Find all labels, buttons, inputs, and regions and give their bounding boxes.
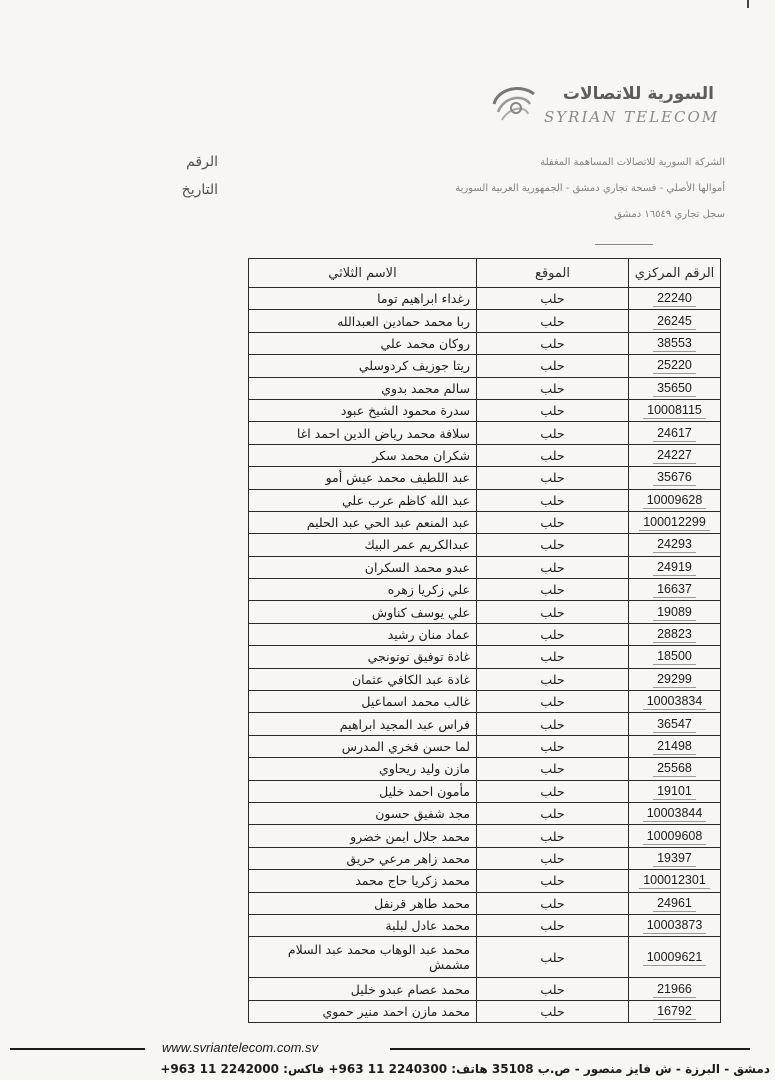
central-number: 10009621 xyxy=(643,949,707,966)
location-cell: حلب xyxy=(477,780,629,802)
location-cell: حلب xyxy=(477,579,629,601)
full-name-cell: محمد عبد الوهاب محمد عبد السلام مشمش xyxy=(249,937,477,978)
central-number: 19089 xyxy=(653,604,696,621)
table-row xyxy=(249,735,721,757)
location-cell: حلب xyxy=(477,646,629,668)
central-number: 100012301 xyxy=(639,872,710,889)
central-number-cell xyxy=(629,978,721,1000)
footer-rule-right xyxy=(390,1048,750,1050)
location-cell: حلب xyxy=(477,668,629,690)
central-number-cell xyxy=(629,556,721,578)
central-number-cell xyxy=(629,623,721,645)
location-cell: حلب xyxy=(477,355,629,377)
full-name-cell: عبدو محمد السكران xyxy=(249,556,477,578)
table-row xyxy=(249,511,721,533)
location-cell: حلب xyxy=(477,332,629,354)
table-row xyxy=(249,937,721,978)
full-name-cell: علي زكريا زهره xyxy=(249,579,477,601)
central-number: 10009608 xyxy=(643,828,707,845)
location-cell: حلب xyxy=(477,802,629,824)
central-number-cell xyxy=(629,735,721,757)
full-name-cell: محمد زاهر مرعي حريق xyxy=(249,847,477,869)
location-cell: حلب xyxy=(477,467,629,489)
full-name-cell: عماد منان رشيد xyxy=(249,623,477,645)
central-number: 24961 xyxy=(653,895,696,912)
location-cell: حلب xyxy=(477,444,629,466)
full-name-cell: رغداء ابراهيم توما xyxy=(249,288,477,310)
central-number-cell xyxy=(629,1000,721,1022)
central-number: 24227 xyxy=(653,447,696,464)
employee-table xyxy=(248,258,721,1023)
full-name-cell: عبدالكريم عمر البيك xyxy=(249,534,477,556)
table-row xyxy=(249,422,721,444)
central-number: 16792 xyxy=(653,1003,696,1020)
location-cell: حلب xyxy=(477,825,629,847)
table-row xyxy=(249,489,721,511)
footer-rule-left xyxy=(10,1048,145,1050)
central-number-cell xyxy=(629,422,721,444)
table-row xyxy=(249,780,721,802)
full-name-cell: سلافة محمد رياض الدين احمد اغا xyxy=(249,422,477,444)
central-number: 19101 xyxy=(653,783,696,800)
full-name-cell: غادة عبد الكافي عثمان xyxy=(249,668,477,690)
table-row xyxy=(249,646,721,668)
central-number-cell xyxy=(629,355,721,377)
location-cell: حلب xyxy=(477,288,629,310)
header-central-number: الرقم المركزي xyxy=(629,259,721,288)
page-corner-mark xyxy=(747,0,749,8)
central-number: 25220 xyxy=(653,357,696,374)
table-header-row xyxy=(249,259,721,288)
central-number: 38553 xyxy=(653,335,696,352)
location-cell: حلب xyxy=(477,937,629,978)
central-number: 29299 xyxy=(653,671,696,688)
central-number: 18500 xyxy=(653,648,696,665)
full-name-cell: لما حسن فخري المدرس xyxy=(249,735,477,757)
location-cell: حلب xyxy=(477,735,629,757)
central-number-cell xyxy=(629,691,721,713)
table-row xyxy=(249,802,721,824)
central-number: 24293 xyxy=(653,536,696,553)
full-name-cell: ربا محمد حمادين العبدالله xyxy=(249,310,477,332)
central-number: 21498 xyxy=(653,738,696,755)
central-number-cell xyxy=(629,870,721,892)
full-name-cell: عبد الله كاظم عرب علي xyxy=(249,489,477,511)
full-name-cell: محمد عادل لبلبة xyxy=(249,914,477,936)
central-number-cell xyxy=(629,467,721,489)
ref-number-label: الرقم xyxy=(186,154,218,170)
central-number-cell xyxy=(629,646,721,668)
table-row xyxy=(249,892,721,914)
central-number-cell xyxy=(629,534,721,556)
table-row xyxy=(249,579,721,601)
full-name-cell: سالم محمد بدوي xyxy=(249,377,477,399)
location-cell: حلب xyxy=(477,623,629,645)
central-number-cell xyxy=(629,288,721,310)
full-name-cell: محمد زكريا حاج محمد xyxy=(249,870,477,892)
full-name-cell: روكان محمد علي xyxy=(249,332,477,354)
location-cell: حلب xyxy=(477,847,629,869)
full-name-cell: محمد مازن احمد منير حموي xyxy=(249,1000,477,1022)
central-number: 100012299 xyxy=(639,514,710,531)
location-cell: حلب xyxy=(477,310,629,332)
company-line: أموالها الأصلي - فسحة تجاري دمشق - الجمهورية العربية السورية xyxy=(455,183,725,194)
table-row xyxy=(249,978,721,1000)
table-row xyxy=(249,288,721,310)
location-cell: حلب xyxy=(477,489,629,511)
central-number: 26245 xyxy=(653,313,696,330)
table-row xyxy=(249,467,721,489)
table-row xyxy=(249,668,721,690)
logo-arabic-text: السورية للاتصالات xyxy=(562,84,714,104)
company-info xyxy=(455,150,725,228)
full-name-cell: غالب محمد اسماعيل xyxy=(249,691,477,713)
full-name-cell: محمد طاهر قرنفل xyxy=(249,892,477,914)
location-cell: حلب xyxy=(477,556,629,578)
header-location: الموقع xyxy=(477,259,629,288)
central-number-cell xyxy=(629,489,721,511)
table-row xyxy=(249,1000,721,1022)
full-name-cell: علي يوسف كناوش xyxy=(249,601,477,623)
full-name-cell: مأمون احمد خليل xyxy=(249,780,477,802)
table-row xyxy=(249,377,721,399)
central-number-cell xyxy=(629,713,721,735)
location-cell: حلب xyxy=(477,758,629,780)
central-number-cell xyxy=(629,377,721,399)
date-label: التاريخ xyxy=(181,182,218,198)
table-row xyxy=(249,601,721,623)
central-number-cell xyxy=(629,892,721,914)
central-number: 35650 xyxy=(653,380,696,397)
central-number-cell xyxy=(629,668,721,690)
table-row xyxy=(249,444,721,466)
central-number: 25568 xyxy=(653,760,696,777)
location-cell: حلب xyxy=(477,399,629,421)
location-cell: حلب xyxy=(477,892,629,914)
central-number: 10003834 xyxy=(643,693,707,710)
full-name-cell: محمد جلال ايمن خضرو xyxy=(249,825,477,847)
table-row xyxy=(249,556,721,578)
location-cell: حلب xyxy=(477,511,629,533)
location-cell: حلب xyxy=(477,601,629,623)
central-number-cell xyxy=(629,914,721,936)
table-row xyxy=(249,310,721,332)
central-number: 24919 xyxy=(653,559,696,576)
table-row xyxy=(249,623,721,645)
central-number-cell xyxy=(629,847,721,869)
logo-english-text: SYRIAN TELECOM xyxy=(544,108,720,126)
central-number-cell xyxy=(629,310,721,332)
central-number: 16637 xyxy=(653,581,696,598)
table-row xyxy=(249,870,721,892)
header-divider xyxy=(595,244,653,245)
table-row xyxy=(249,691,721,713)
location-cell: حلب xyxy=(477,534,629,556)
central-number-cell xyxy=(629,444,721,466)
central-number: 19397 xyxy=(653,850,696,867)
central-number: 10003844 xyxy=(643,805,707,822)
central-number-cell xyxy=(629,825,721,847)
location-cell: حلب xyxy=(477,691,629,713)
central-number: 28823 xyxy=(653,626,696,643)
central-number-cell xyxy=(629,579,721,601)
central-number-cell xyxy=(629,601,721,623)
company-line: الشركة السورية للاتصالات المساهمة المغفلة xyxy=(540,157,725,168)
full-name-cell: محمد عصام عبدو خليل xyxy=(249,978,477,1000)
location-cell: حلب xyxy=(477,377,629,399)
central-number: 36547 xyxy=(653,716,696,733)
full-name-cell: ريتا جوزيف كردوسلي xyxy=(249,355,477,377)
central-number: 21966 xyxy=(653,981,696,998)
location-cell: حلب xyxy=(477,713,629,735)
central-number: 24617 xyxy=(653,425,696,442)
location-cell: حلب xyxy=(477,870,629,892)
central-number-cell xyxy=(629,511,721,533)
full-name-cell: مجد شفيق حسون xyxy=(249,802,477,824)
central-number-cell xyxy=(629,937,721,978)
central-number: 35676 xyxy=(653,469,696,486)
table-row xyxy=(249,847,721,869)
reference-fields xyxy=(150,148,218,204)
table-row xyxy=(249,332,721,354)
table-row xyxy=(249,914,721,936)
central-number-cell xyxy=(629,332,721,354)
full-name-cell: مازن وليد ريحاوي xyxy=(249,758,477,780)
company-logo xyxy=(488,82,720,132)
central-number-cell xyxy=(629,758,721,780)
location-cell: حلب xyxy=(477,1000,629,1022)
central-number: 10008115 xyxy=(643,402,706,419)
company-line: سجل تجاري ١٦٥٤٩ دمشق xyxy=(614,209,725,220)
table-row xyxy=(249,534,721,556)
full-name-cell: عبد المنعم عبد الحي عبد الحليم xyxy=(249,511,477,533)
location-cell: حلب xyxy=(477,422,629,444)
table-row xyxy=(249,825,721,847)
full-name-cell: سدرة محمود الشيخ عبود xyxy=(249,399,477,421)
table-row xyxy=(249,758,721,780)
location-cell: حلب xyxy=(477,914,629,936)
central-number: 10003873 xyxy=(643,917,707,934)
full-name-cell: فراس عبد المجيد ابراهيم xyxy=(249,713,477,735)
central-number: 22240 xyxy=(653,290,696,307)
central-number: 10009628 xyxy=(643,492,707,509)
full-name-cell: عبد اللطيف محمد عيش أمو xyxy=(249,467,477,489)
location-cell: حلب xyxy=(477,978,629,1000)
table-row xyxy=(249,355,721,377)
footer-address: دمشق - البرزة - ش فايز منصور - ص.ب 35108 هاتف: 2240300 11 963+ فاكس: 2242000 11 963+ xyxy=(160,1062,770,1076)
central-number-cell xyxy=(629,399,721,421)
full-name-cell: شكران محمد سكر xyxy=(249,444,477,466)
website-link[interactable]: www.svriantelecom.com.sv xyxy=(162,1040,319,1055)
logo-swirl-icon xyxy=(488,82,544,132)
central-number-cell xyxy=(629,802,721,824)
table-row xyxy=(249,399,721,421)
central-number-cell xyxy=(629,780,721,802)
header-full-name: الاسم الثلاثي xyxy=(249,259,477,288)
full-name-cell: غادة توفيق توتونجي xyxy=(249,646,477,668)
table-row xyxy=(249,713,721,735)
